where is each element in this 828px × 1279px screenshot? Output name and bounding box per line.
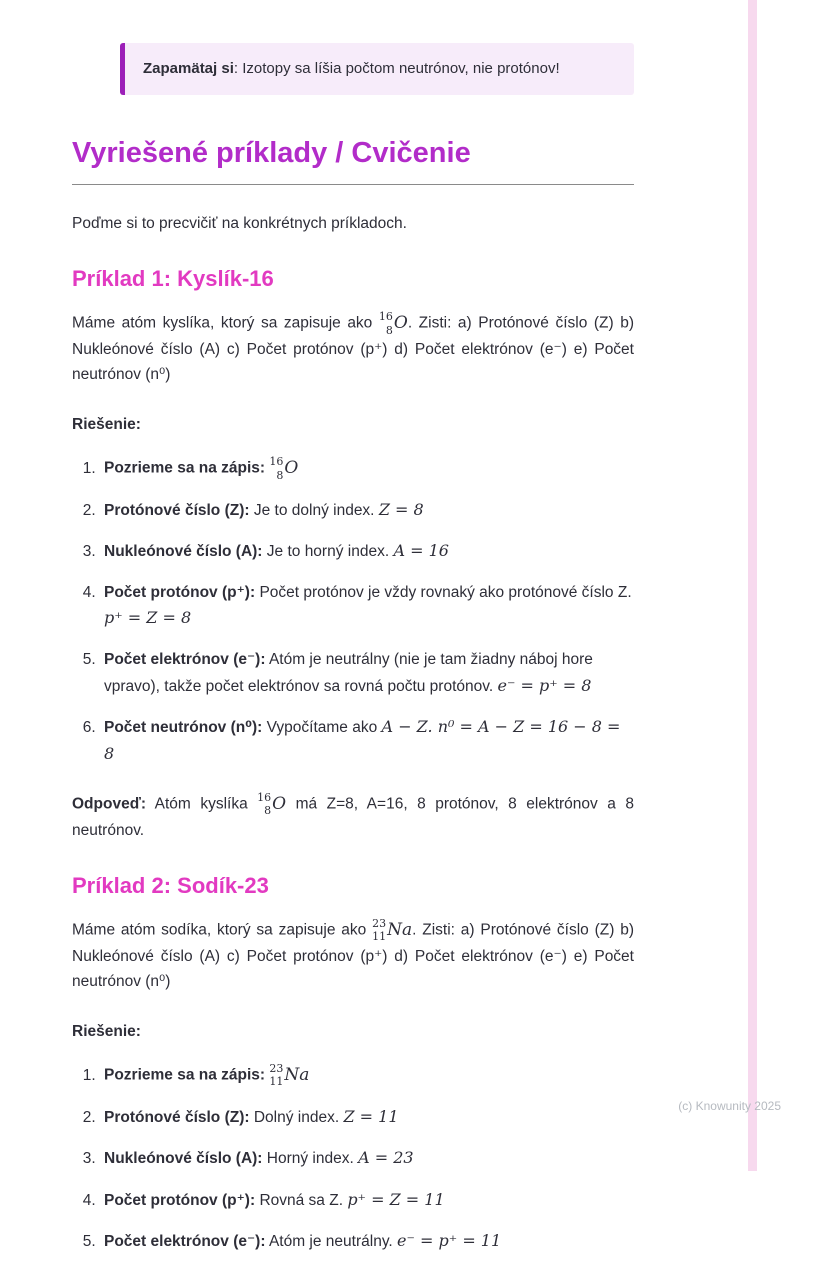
step-math: e⁻ = p⁺ = 8 bbox=[497, 675, 592, 695]
answer-text-after: má Z=8, A=16, 8 protónov, 8 elektrónov a 8 neutrónov. bbox=[72, 795, 634, 839]
element-symbol: Na bbox=[284, 1064, 310, 1085]
mass-number: 23 bbox=[269, 1062, 284, 1076]
solution-label-text: Riešenie: bbox=[72, 415, 141, 433]
answer-label: Odpoveď: bbox=[72, 795, 147, 813]
example1-problem bbox=[72, 310, 634, 388]
example2-problem bbox=[72, 917, 634, 995]
nuclide-notation bbox=[257, 791, 286, 817]
step-text: Počet protónov je vždy rovnaký ako protónové číslo Z. bbox=[259, 583, 632, 601]
problem-text-before: Máme atóm kyslíka, ktorý sa zapisuje ako bbox=[72, 314, 373, 332]
step-item bbox=[100, 1062, 634, 1088]
nuclide-notation bbox=[269, 455, 298, 481]
step-math: p⁺ = Z = 11 bbox=[347, 1189, 445, 1209]
mass-number: 16 bbox=[257, 791, 272, 805]
atomic-number: 8 bbox=[264, 804, 272, 818]
step-item bbox=[100, 1187, 634, 1214]
step-label: Nukleónové číslo (A): bbox=[104, 543, 263, 561]
callout-text: : Izotopy sa líšia počtom neutrónov, nie protónov! bbox=[233, 60, 560, 77]
step-label: Protónové číslo (Z): bbox=[104, 1108, 250, 1126]
solution-label-text: Riešenie: bbox=[72, 1022, 141, 1040]
page-title: Vyriešené príklady / Cvičenie bbox=[72, 137, 634, 185]
step-label: Pozrieme sa na zápis: bbox=[104, 1066, 266, 1084]
step-item bbox=[100, 714, 634, 767]
step-math: Z = 8 bbox=[378, 499, 424, 519]
element-symbol: O bbox=[284, 458, 299, 479]
step-label: Počet protónov (p⁺): bbox=[104, 1191, 256, 1209]
scrollbar[interactable] bbox=[748, 0, 757, 1171]
step-text: Atóm je neutrálny (nie je tam žiadny náboj hore vpravo), takže počet elektrónov sa rovná počtu protónov. bbox=[104, 651, 593, 695]
step-item bbox=[100, 455, 634, 481]
step-item bbox=[100, 1145, 634, 1172]
step-math: e⁻ = p⁺ = 11 bbox=[397, 1231, 502, 1251]
intro-text: Poďme si to precvičiť na konkrétnych príkladoch. bbox=[72, 214, 407, 232]
step-math: A = 23 bbox=[358, 1148, 414, 1168]
mass-number: 16 bbox=[378, 310, 393, 324]
atomic-number: 11 bbox=[372, 930, 387, 944]
nuclide-notation bbox=[269, 1062, 309, 1088]
step-text: Vypočítame ako bbox=[266, 719, 378, 737]
step-item bbox=[100, 1228, 634, 1255]
step-label: Počet neutrónov (n⁰): bbox=[104, 719, 263, 737]
step-label: Počet protónov (p⁺): bbox=[104, 583, 256, 601]
step-text: Dolný index. bbox=[253, 1108, 340, 1126]
example1-steps-list bbox=[72, 455, 634, 767]
step-label: Počet elektrónov (e⁻): bbox=[104, 1233, 266, 1251]
element-symbol: Na bbox=[387, 919, 413, 940]
step-label: Pozrieme sa na zápis: bbox=[104, 459, 266, 477]
atomic-number: 8 bbox=[276, 468, 284, 482]
step-text: Atóm je neutrálny. bbox=[268, 1233, 393, 1251]
step-math: A − Z. n⁰ = A − Z = 16 − 8 = 8 bbox=[104, 717, 621, 763]
step-text: Rovná sa Z. bbox=[259, 1191, 343, 1209]
step-item bbox=[100, 497, 634, 524]
atomic-number: 11 bbox=[269, 1075, 284, 1089]
step-text: Horný index. bbox=[266, 1150, 354, 1168]
step-item bbox=[100, 1104, 634, 1131]
step-item bbox=[100, 538, 634, 565]
callout-note bbox=[120, 43, 634, 95]
step-label: Protónové číslo (Z): bbox=[104, 501, 250, 519]
element-symbol: O bbox=[393, 313, 408, 333]
step-text: Je to horný index. bbox=[266, 543, 390, 561]
nuclide-notation bbox=[372, 917, 412, 943]
step-item bbox=[100, 647, 634, 699]
example2-title: Príklad 2: Sodík-23 bbox=[72, 873, 269, 899]
step-math: p⁺ = Z = 8 bbox=[104, 608, 192, 628]
step-label: Nukleónové číslo (A): bbox=[104, 1150, 263, 1168]
example2-steps-list bbox=[72, 1062, 634, 1255]
atomic-number: 8 bbox=[385, 323, 393, 337]
step-text: Je to dolný index. bbox=[253, 501, 375, 519]
example1-title: Príklad 1: Kyslík-16 bbox=[72, 266, 274, 292]
nuclide-notation bbox=[379, 310, 408, 336]
problem-text-after: . Zisti: a) Protónové číslo (Z) b) Nukleónové číslo (A) c) Počet protónov (p⁺) d) Počet elektrónov (e⁻) e) Počet neutrónov (n⁰) bbox=[72, 314, 635, 384]
answer-text-before: Atóm kyslíka bbox=[154, 795, 248, 813]
example1-answer bbox=[72, 791, 634, 843]
element-symbol: O bbox=[272, 793, 287, 814]
example2-solution-heading bbox=[72, 1019, 634, 1045]
step-math: A = 16 bbox=[393, 541, 449, 561]
example1-solution-heading bbox=[72, 412, 634, 438]
callout-label: Zapamätaj si bbox=[143, 60, 234, 77]
problem-text-before: Máme atóm sodíka, ktorý sa zapisuje ako bbox=[72, 921, 367, 939]
step-label: Počet elektrónov (e⁻): bbox=[104, 651, 266, 668]
copyright-notice: (c) Knowunity 2025 bbox=[678, 1099, 781, 1113]
document-page bbox=[72, 43, 634, 1279]
problem-text-after: . Zisti: a) Protónové číslo (Z) b) Nukleónové číslo (A) c) Počet protónov (p⁺) d) Počet elektrónov (e⁻) e) Počet neutrónov (n⁰) bbox=[72, 921, 634, 991]
step-item bbox=[100, 580, 634, 632]
mass-number: 16 bbox=[269, 455, 284, 469]
mass-number: 23 bbox=[372, 917, 387, 931]
step-math: Z = 11 bbox=[343, 1106, 399, 1126]
